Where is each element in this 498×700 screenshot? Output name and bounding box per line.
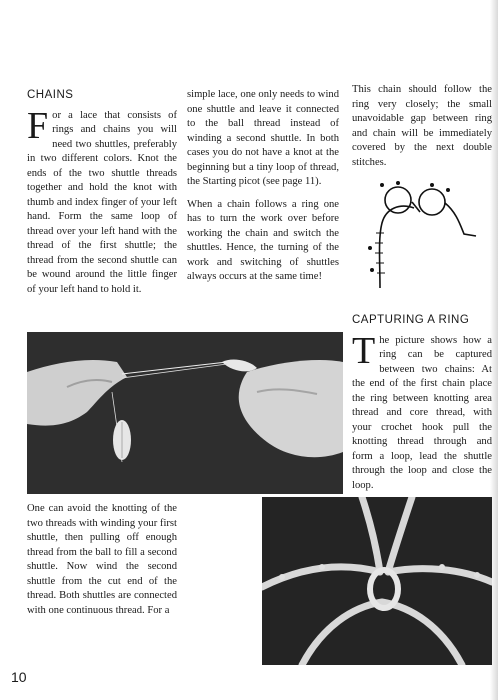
page-number: 10: [11, 669, 27, 685]
ring-left: [385, 187, 411, 213]
picot-5: [368, 246, 372, 250]
ring-chain-diagram: [360, 178, 480, 296]
paragraph-chains: [27, 104, 177, 298]
picot-2: [396, 181, 400, 185]
column-right: [352, 83, 492, 178]
column-middle: [187, 88, 339, 293]
paragraph-capturing-ring-text: he picture shows how a ring can be captured between two chains: At the end of the first chain place the ring between knotting area thread and core thread, with your crochet hook pull the knotting thread through and form a loop, lead the shuttle through the loop and close the loop.: [352, 334, 492, 491]
photo-hands-shuttles: [27, 332, 343, 494]
photo-captured-ring-art: [262, 497, 492, 665]
paragraph-avoid-knotting: One can avoid the knotting of the two threads with winding your first shuttle, then pulling off enough thread from the ball to fill a second shuttle. Now wind the second shuttle from the cut end of the thread. Both shuttles are connected with one continuous thread. For a: [27, 503, 177, 616]
photo-hands-shuttles-art: [27, 332, 343, 494]
picot-6: [370, 268, 374, 272]
paragraph-chains-text: or a lace that consists of rings and chains you will need two shuttles, preferably in two different colors. Knot the ends of the two shuttle threads together and hold the knot with thumb and index finger of your left hand. Form the same loop of thread over your left hand with the thread of the first shuttle; the thread from the second shuttle can be wound around the little finger of your left hand to hold it.: [27, 109, 177, 295]
ring-right: [419, 189, 445, 215]
picot-3: [430, 183, 434, 187]
dropcap-f: F: [27, 104, 49, 147]
picot-4: [446, 188, 450, 192]
thread-tail: [445, 203, 476, 236]
paragraph-capturing-ring: [352, 329, 492, 494]
heading-capturing-ring: CAPTURING A RING: [352, 314, 470, 326]
picot-1: [380, 183, 384, 187]
paragraph-simple-lace: simple lace, one only needs to wind one shuttle and leave it connected to the ball thread instead of winding a second shuttle. In both cases you do not have a knot at the beginning but a tiny loop of thread, the Starting picot (see page 11).: [187, 89, 339, 187]
dropcap-t: T: [352, 329, 376, 372]
paragraph-chain-follows-ring: When a chain follows a ring one has to turn the work over before working the chain and switch the shuttles. Hence, the turning of the work and switching of shuttles always occurs at the same time!: [187, 198, 339, 282]
column-capturing-ring: [352, 313, 492, 501]
column-chains: [27, 88, 177, 305]
photo-captured-ring: [262, 497, 492, 665]
paragraph-chain-follow: This chain should follow the ring very closely; the small unavoidable gap between ring and chain will be immediately covered by the next double stitches.: [352, 84, 492, 168]
chain-arc: [380, 206, 415, 288]
heading-chains: CHAINS: [27, 89, 74, 101]
column-bottom: [27, 502, 177, 626]
